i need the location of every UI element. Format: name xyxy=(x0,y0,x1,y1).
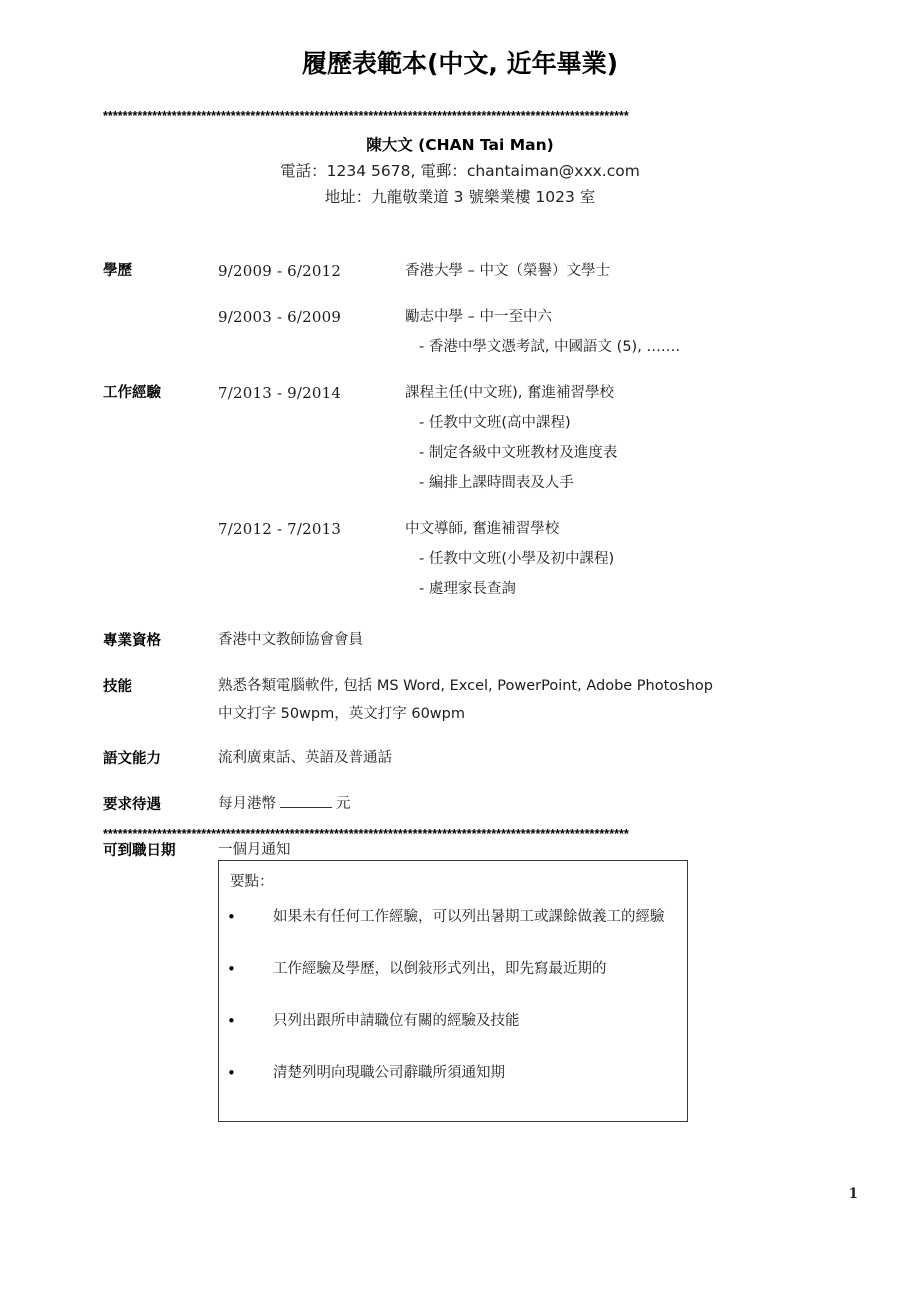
section-education-row-2 xyxy=(0,302,920,362)
list-item xyxy=(219,1007,689,1041)
experience-detail-1-3: - 編排上課時間表及人手 xyxy=(419,475,574,491)
experience-date-1: 7/2013 - 9/2014 xyxy=(218,384,342,402)
education-desc-2 xyxy=(405,302,920,362)
page-number: 1 xyxy=(848,1186,858,1202)
contact-address: 地址：九龍敬業道 3 號樂業樓 1023 室 xyxy=(324,188,596,206)
skills-value xyxy=(218,672,920,728)
spacer xyxy=(0,774,920,790)
section-label-education: 學歷 xyxy=(103,263,132,279)
qualification-value: 香港中文教師協會會員 xyxy=(218,632,363,648)
education-title-1: 香港大學 – 中文（榮譽）文學士 xyxy=(405,263,610,279)
separator-bottom: *********************************************************************************************************** xyxy=(103,828,629,841)
section-label-experience: 工作經驗 xyxy=(103,385,161,401)
spacer xyxy=(0,498,920,514)
section-label-qualification: 專業資格 xyxy=(103,633,161,649)
list-item xyxy=(219,955,689,989)
list-item xyxy=(219,903,689,937)
tip-text: 工作經驗及學歷，以倒敍形式列出，即先寫最近期的 xyxy=(273,961,607,977)
languages-value: 流利廣東話、英語及普通話 xyxy=(218,750,392,766)
section-education-row-1 xyxy=(0,256,920,286)
bullet-icon: • xyxy=(227,1012,236,1030)
contact-header xyxy=(0,132,920,210)
spacer xyxy=(0,728,920,744)
education-detail-2-1: - 香港中學文憑考試, 中國語文 (5), ……. xyxy=(419,339,681,355)
applicant-name: 陳大文 (CHAN Tai Man) xyxy=(366,136,554,154)
salary-value xyxy=(218,790,920,818)
experience-detail-1-2: - 制定各級中文班教材及進度表 xyxy=(419,445,618,461)
section-languages-row xyxy=(0,744,920,774)
experience-detail-1-1: - 任教中文班(高中課程) xyxy=(419,415,571,431)
section-label-availability: 可到職日期 xyxy=(103,843,176,859)
list-item xyxy=(219,1059,689,1093)
education-date-2: 9/2003 - 6/2009 xyxy=(218,308,342,326)
experience-detail-2-1: - 任教中文班(小學及初中課程) xyxy=(419,551,615,567)
salary-prefix: 每月港幣 xyxy=(218,796,276,812)
tip-text: 只列出跟所申請職位有關的經驗及技能 xyxy=(273,1013,520,1029)
separator-top: *********************************************************************************************************** xyxy=(103,110,629,123)
section-skills-row xyxy=(0,672,920,728)
availability-value: 一個月通知 xyxy=(218,842,291,858)
bullet-icon: • xyxy=(227,908,236,926)
section-experience-row-2 xyxy=(0,514,920,604)
tip-text: 如果未有任何工作經驗，可以列出暑期工或課餘做義工的經驗 xyxy=(273,909,665,925)
section-label-skills: 技能 xyxy=(103,679,132,695)
bullet-icon: • xyxy=(227,1064,236,1082)
spacer xyxy=(0,362,920,378)
bullet-icon: • xyxy=(227,960,236,978)
experience-desc-2 xyxy=(405,514,920,604)
spacer xyxy=(0,286,920,302)
tips-list xyxy=(219,903,689,1111)
skills-line-2: 中文打字 50wpm，英文打字 60wpm xyxy=(218,706,465,722)
experience-desc-1 xyxy=(405,378,920,498)
tips-box xyxy=(218,860,688,1122)
section-label-languages: 語文能力 xyxy=(103,751,161,767)
page-title: 履歷表範本(中文, 近年畢業) xyxy=(301,49,619,78)
resume-body xyxy=(0,256,920,866)
skills-line-1: 熟悉各類電腦軟件, 包括 MS Word, Excel, PowerPoint, Adobe Photoshop xyxy=(218,678,713,694)
education-desc-1 xyxy=(405,256,920,286)
education-title-2: 勵志中學 – 中一至中六 xyxy=(405,309,552,325)
experience-detail-2-2: - 處理家長查詢 xyxy=(419,581,516,597)
experience-title-1: 課程主任(中文班), 奮進補習學校 xyxy=(405,385,615,401)
spacer xyxy=(0,656,920,672)
section-qualification-row xyxy=(0,626,920,656)
spacer xyxy=(0,604,920,626)
education-date-1: 9/2009 - 6/2012 xyxy=(218,262,342,280)
salary-blank-field[interactable] xyxy=(280,794,332,808)
section-label-salary: 要求待遇 xyxy=(103,797,161,813)
tip-text: 清楚列明向現職公司辭職所須通知期 xyxy=(273,1065,505,1081)
section-experience-row-1 xyxy=(0,378,920,498)
tips-heading: 要點： xyxy=(230,874,274,890)
experience-title-2: 中文導師, 奮進補習學校 xyxy=(405,521,560,537)
salary-suffix: 元 xyxy=(336,796,351,812)
section-salary-row xyxy=(0,790,920,820)
contact-phone-email: 電話：1234 5678, 電郵：chantaiman@xxx.com xyxy=(280,162,640,180)
experience-date-2: 7/2012 - 7/2013 xyxy=(218,520,342,538)
